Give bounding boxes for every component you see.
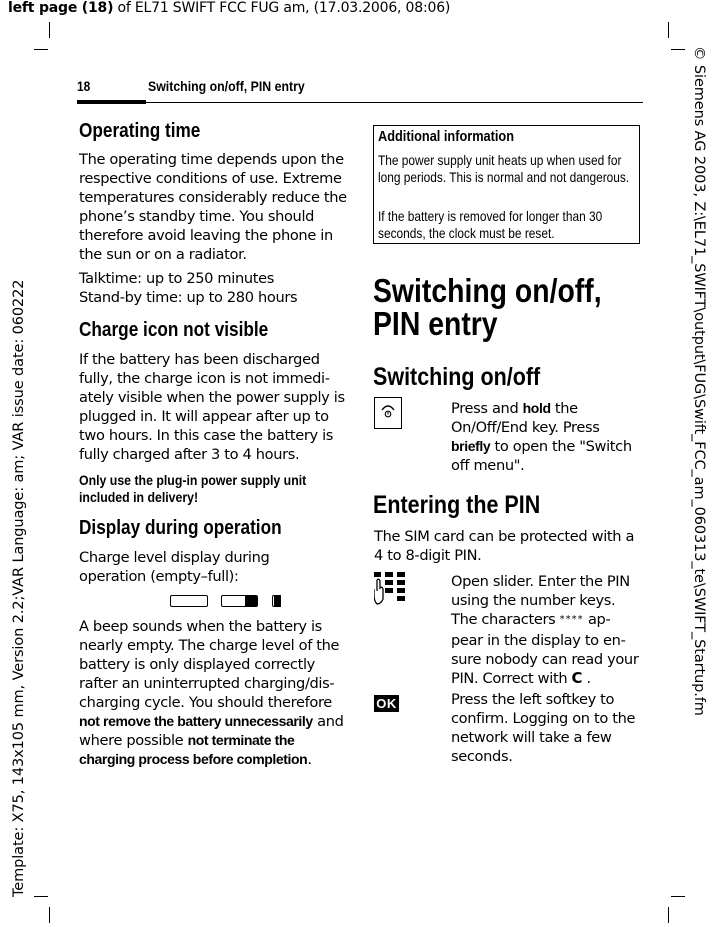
- crop-mark: [668, 22, 669, 38]
- header-rule: [146, 102, 643, 103]
- pin-step1-a: Open slider. Enter the PIN using the number keys. The characters: [451, 573, 630, 628]
- header-rule-thick: [77, 100, 146, 104]
- switching-t2: the On/Off/End key. Press: [451, 400, 600, 436]
- template-info-vertical: Template: X75, 143x105 mm, Version 2.2;VAR Language: am; VAR issue date: 060222: [11, 279, 27, 897]
- pin-intro: The SIM card can be protected with a 4 to 8-digit PIN.: [374, 528, 635, 564]
- charge-bold-a: not remove the battery unnecessarily: [79, 713, 313, 729]
- switching-t3: to open the "Switch off menu".: [451, 438, 632, 474]
- charge-text-c: .: [307, 751, 312, 768]
- crop-mark: [34, 49, 48, 50]
- battery-half-icon: [221, 595, 258, 607]
- page-label: left page (18): [8, 0, 114, 16]
- crop-mark: [671, 49, 685, 50]
- charge-text-b: and where possible: [79, 713, 344, 749]
- charge-level-paragraph: [79, 617, 347, 769]
- switching-b1: hold: [522, 400, 551, 416]
- keypad-icon: [374, 571, 406, 607]
- chapter-title: Switching on/off, PIN entry: [373, 272, 602, 342]
- crop-mark: [668, 907, 669, 923]
- operating-time-heading: Operating time: [79, 120, 201, 142]
- print-meta-line: [8, 0, 450, 16]
- display-heading: Display during operation: [79, 517, 282, 539]
- file-info: of EL71 SWIFT FCC FUG am, (17.03.2006, 08:06): [113, 0, 451, 16]
- additional-info-p1: The power supply unit heats up when used for long periods. This is normal and not dangerous.: [378, 152, 630, 185]
- running-title: Switching on/off, PIN entry: [148, 78, 305, 94]
- pin-mask-chars: ****: [559, 614, 584, 625]
- switching-b2: briefly: [451, 438, 491, 454]
- battery-level-fill: [245, 596, 257, 606]
- battery-level-fill: [274, 596, 281, 606]
- charge-text-a: A beep sounds when the battery is nearly empty. The charge level of the battery is only displayed correctly rafter an uninterrupted charging/dis-charging cycle. You should therefore: [79, 618, 340, 711]
- pin-step1-b: ap-pear in the display to en-sure nobody can read your PIN. Correct with: [451, 611, 639, 687]
- power-supply-note: Only use the plug-in power supply unit included in delivery!: [79, 472, 307, 505]
- switching-t1: Press and: [451, 400, 523, 417]
- clear-key-icon: C: [571, 669, 583, 687]
- crop-mark: [49, 22, 50, 38]
- crop-mark: [34, 896, 48, 897]
- additional-info-p2: If the battery is removed for longer than 30 seconds, the clock must be reset.: [378, 208, 603, 241]
- on-off-key-icon: [375, 398, 401, 428]
- battery-full-icon: [272, 595, 281, 607]
- copyright-path-vertical: © Siemens AG 2003, Z:\EL71_SWIFT\output\FUG\Swift_FCC_am_060313_te\SWIFT_Startup.fm: [691, 46, 707, 716]
- keypad-icon: [374, 571, 406, 607]
- pin-heading: Entering the PIN: [373, 491, 541, 519]
- additional-info-title: Additional information: [378, 128, 514, 145]
- crop-mark: [49, 907, 50, 923]
- battery-empty-icon: [170, 595, 208, 607]
- on-off-key-icon: [374, 397, 402, 429]
- switching-heading: Switching on/off: [373, 363, 541, 391]
- talktime-text: Talktime: up to 250 minutes: [79, 270, 275, 287]
- charge-icon-heading: Charge icon not visible: [79, 319, 269, 341]
- charge-icon-paragraph: If the battery has been discharged fully, the charge icon is not immedi-ately visible when the power supply is plugged in. It will appear after up to two hours. In this case the battery is fully charged after 3 to 4 hours.: [79, 351, 345, 463]
- ok-softkey-icon: OK: [374, 695, 399, 712]
- standby-text: Stand-by time: up to 280 hours: [79, 289, 298, 306]
- switching-description: [451, 399, 641, 475]
- pin-step1-description: [451, 572, 641, 688]
- charge-bold-b: not terminate the charging process before completion: [79, 732, 308, 767]
- pin-step2-description: Press the left softkey to confirm. Logging on to the network will take a few seconds.: [451, 691, 636, 765]
- page-number: 18: [77, 78, 91, 94]
- crop-mark: [671, 896, 685, 897]
- operating-time-paragraph: The operating time depends upon the respective conditions of use. Extreme temperatures considerably reduce the phone’s standby time. You should therefore avoid leaving the phone in the sun or on a radiator.: [79, 151, 347, 263]
- pin-step1-c: .: [582, 670, 591, 687]
- charge-level-intro: Charge level display during operation (empty–full):: [79, 549, 270, 585]
